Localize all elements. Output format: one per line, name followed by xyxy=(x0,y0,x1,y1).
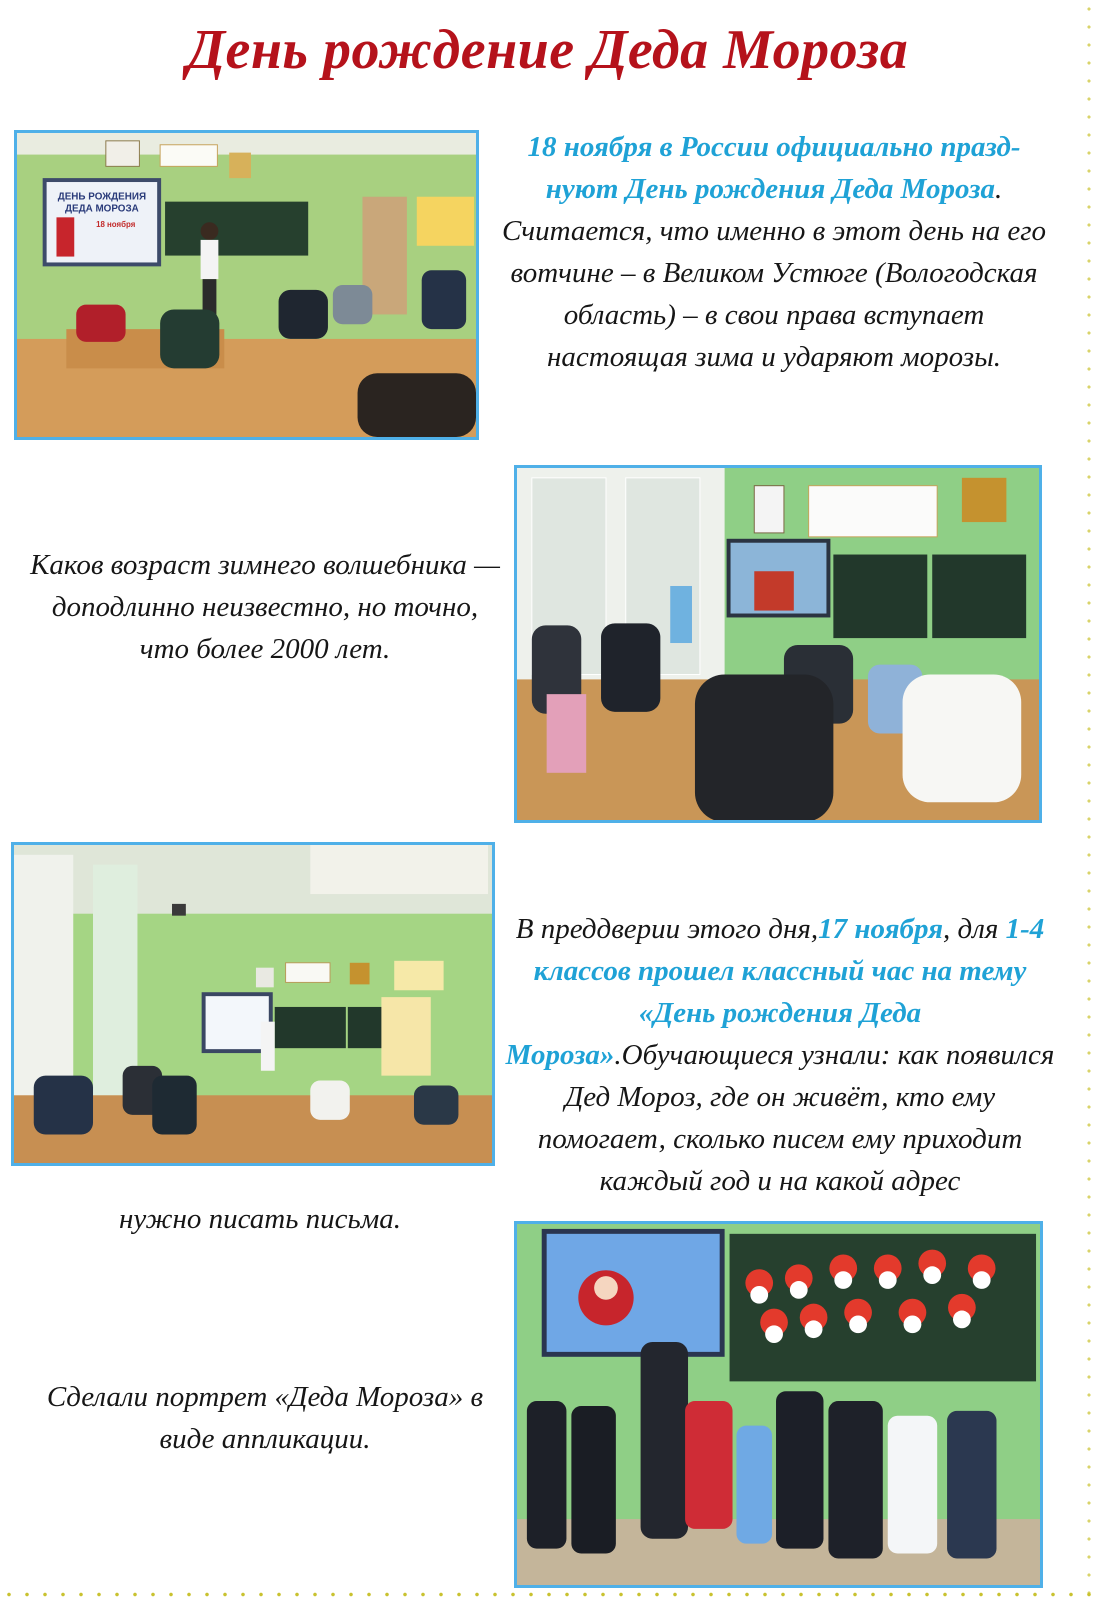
photo-cartoon-viewing xyxy=(514,465,1042,823)
photo-group-applique xyxy=(514,1221,1043,1588)
decorative-border-bottom xyxy=(0,1590,1095,1599)
intro-paragraph xyxy=(494,126,1054,378)
decorative-border-right xyxy=(1083,0,1095,1599)
class-hour-text-3: .Обучающиеся узнали: как появился Дед Мороз, где он живёт, кто ему помогает, сколько писем ему приходит каждый год и на какой адрес xyxy=(537,1039,1055,1197)
class-hour-paragraph xyxy=(505,908,1055,1202)
letters-line: нужно писать письма. xyxy=(119,1203,401,1235)
page-title: День рождение Деда Мороза xyxy=(186,19,909,81)
slide-line-2: ДЕДА МОРОЗА xyxy=(64,203,139,215)
photo-class-hour xyxy=(11,842,495,1166)
age-paragraph: Каков возраст зимнего волшебника — доподлинно неизвестно, но точно, что более 2000 лет. xyxy=(30,549,500,665)
intro-text: . Считается, что именно в этот день на его вотчине – в Великом Устюге (Вологодская область) – в свои права вступает настоящая зима и ударяют морозы. xyxy=(501,173,1047,373)
class-hour-date: 17 ноября xyxy=(818,913,944,945)
photo-classroom-presentation xyxy=(14,130,479,440)
slide-line-3: 18 ноября xyxy=(96,220,136,230)
class-hour-text-1: В преддверии этого дня, xyxy=(515,913,819,945)
class-hour-text-2: , для xyxy=(943,913,1006,945)
intro-highlight: 18 ноября в России официально празд-нуют День рождения Деда Мороза xyxy=(527,131,1021,205)
slide-line-1: ДЕНЬ РОЖДЕНИЯ xyxy=(57,191,147,203)
applique-paragraph: Сделали портрет «Деда Мороза» в виде аппликации. xyxy=(46,1381,484,1455)
class-hour-topic: 1-4 классов прошел классный час на тему «День рождения Деда Мороза» xyxy=(505,913,1045,1071)
